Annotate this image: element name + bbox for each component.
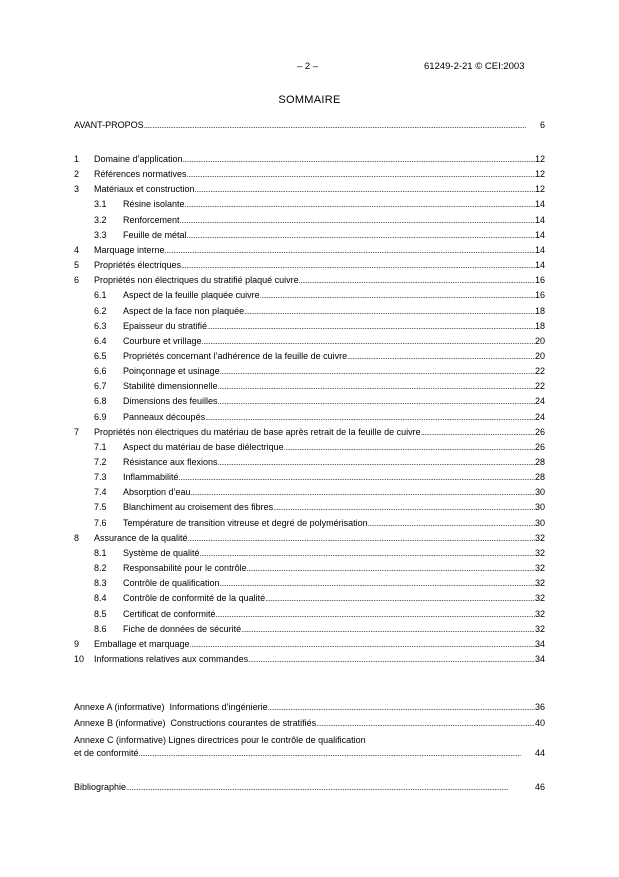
toc-page: 24 [534, 396, 545, 407]
leader-dots [265, 592, 535, 605]
toc-number: 8.1 [94, 547, 107, 558]
toc-label: Poinçonnage et usinage [123, 366, 220, 377]
toc-label: Certificat de conformité [123, 608, 216, 619]
toc-page: 20 [534, 351, 545, 361]
page-number: – 2 – [297, 61, 319, 72]
toc-entry[interactable] [94, 320, 545, 333]
toc-label: Stabilité dimensionnelle [123, 381, 218, 392]
toc-number: 3 [74, 184, 80, 195]
leader-dots [368, 517, 535, 530]
leader-dots [218, 395, 535, 408]
leader-dots [191, 486, 535, 499]
toc-number: 8.2 [94, 563, 107, 573]
toc-entry[interactable] [94, 335, 545, 348]
toc-label: Contrôle de qualification [123, 578, 220, 589]
toc-page: 12 [534, 154, 545, 164]
toc-number: 7.5 [94, 502, 107, 513]
toc-page: 40 [534, 718, 545, 728]
toc-entry[interactable] [94, 547, 545, 560]
toc-label: Inflammabilité [123, 472, 179, 483]
leader-dots [179, 471, 535, 484]
toc-entry[interactable] [94, 562, 545, 575]
toc-page: 28 [534, 472, 545, 483]
toc-label: Résistance aux flexions [123, 457, 218, 467]
toc-entry[interactable] [74, 653, 545, 666]
toc-entry[interactable] [94, 229, 545, 242]
toc-number: 8.4 [94, 593, 107, 604]
toc-entry[interactable] [74, 259, 545, 272]
toc-entry-annexe-b[interactable] [74, 717, 545, 730]
toc-label: Matériaux et construction [94, 184, 195, 195]
toc-number: 3.2 [94, 214, 107, 225]
toc-page: 16 [534, 290, 545, 301]
toc-label: Feuille de métal [123, 229, 187, 240]
toc-number: 6.3 [94, 320, 107, 331]
toc-page: 34 [534, 638, 545, 649]
toc-number: 7.2 [94, 457, 107, 467]
toc-page: 22 [534, 381, 545, 392]
toc-label: Propriétés non électriques du stratifié plaqué cuivre [94, 275, 299, 286]
toc-number: 6.4 [94, 335, 107, 346]
toc-page: 32 [534, 532, 545, 543]
toc-entry[interactable] [94, 592, 545, 605]
toc-page: 46 [534, 782, 545, 792]
toc-number: 7.1 [94, 441, 107, 452]
toc-number: 6.7 [94, 381, 107, 392]
toc-label: Responsabilité pour le contrôle [123, 563, 247, 573]
toc-entry-annexe-c-line1[interactable]: Annexe C (informative) Lignes directrices pour le contrôle de qualification [74, 735, 366, 745]
toc-entry[interactable] [94, 411, 545, 424]
toc-label: Propriétés électriques [94, 260, 182, 271]
toc-label: Système de qualité [123, 547, 200, 558]
toc-number: 6.5 [94, 351, 107, 361]
toc-number: 9 [74, 638, 80, 649]
toc-page: 32 [534, 608, 545, 619]
toc-number: 5 [74, 260, 80, 271]
toc-label: Absorption d’eau [123, 487, 191, 498]
toc-label: Dimensions des feuilles [123, 396, 218, 407]
toc-number: 7.6 [94, 517, 107, 528]
toc-label: Fiche de données de sécurité [123, 623, 242, 634]
toc-page: 26 [534, 441, 545, 452]
toc-entry[interactable] [94, 441, 545, 454]
toc-page: 12 [534, 169, 545, 180]
toc-number: 3.1 [94, 199, 107, 210]
toc-number: 8.5 [94, 608, 107, 619]
toc-entry[interactable] [94, 517, 545, 530]
leader-dots [273, 501, 535, 514]
toc-entry[interactable] [74, 153, 545, 166]
toc-label: Blanchiment au croisement des fibres [123, 502, 274, 513]
toc-number: 6.6 [94, 366, 107, 377]
leader-dots [200, 547, 535, 560]
toc-page: 14 [534, 229, 545, 240]
toc-entry[interactable] [94, 289, 545, 302]
toc-page: 12 [534, 184, 545, 195]
toc-entry-bibliographie[interactable] [74, 781, 545, 794]
toc-page: 30 [534, 517, 545, 528]
toc-number: 6 [74, 275, 80, 286]
toc-entry[interactable] [94, 471, 545, 484]
leader-dots [195, 183, 535, 196]
toc-number: 10 [74, 654, 85, 664]
toc-label: Assurance de la qualité [94, 532, 188, 543]
toc-entry[interactable] [94, 350, 545, 363]
toc-label: Annexe B (informative) Constructions courantes de stratifiés [74, 718, 317, 728]
toc-label: Aspect de la face non plaquée [123, 305, 245, 316]
leader-dots [181, 259, 535, 272]
toc-label: Courbure et vrillage [123, 335, 202, 346]
leader-dots [183, 153, 535, 166]
leader-dots [207, 320, 535, 333]
toc-entry[interactable] [94, 198, 545, 211]
toc-entry[interactable] [94, 486, 545, 499]
toc-number: 8 [74, 532, 80, 543]
leader-dots [299, 274, 535, 287]
toc-entry[interactable] [94, 456, 545, 469]
toc-page: 36 [534, 702, 545, 712]
toc-page: 32 [534, 623, 545, 634]
toc-entry[interactable] [94, 577, 545, 590]
toc-entry[interactable] [94, 380, 545, 393]
leader-dots [218, 456, 535, 469]
leader-dots [202, 335, 535, 348]
toc-number: 8.3 [94, 578, 107, 589]
toc-page: 30 [534, 487, 545, 498]
toc-page: 16 [534, 275, 545, 286]
toc-label: Renforcement [123, 214, 180, 225]
leader-dots [205, 411, 535, 424]
leader-dots [188, 532, 535, 545]
toc-page: 6 [539, 120, 545, 130]
leader-dots [139, 747, 535, 760]
leader-dots [218, 380, 535, 393]
toc-label: Informations relatives aux commandes [94, 654, 249, 664]
toc-entry[interactable] [94, 214, 545, 227]
leader-dots [347, 350, 535, 363]
leader-dots [126, 781, 535, 794]
toc-label: Propriétés non électriques du matériau de base après retrait de la feuille de cuivre [94, 426, 421, 437]
toc-entry[interactable] [94, 623, 545, 636]
toc-label: Contrôle de conformité de la qualité [123, 593, 266, 604]
toc-entry[interactable] [94, 365, 545, 378]
toc-page: 44 [534, 748, 545, 758]
toc-label: Marquage interne [94, 244, 165, 255]
leader-dots [244, 305, 535, 318]
toc-number: 7.3 [94, 472, 107, 483]
toc-label: et de conformité [74, 748, 139, 758]
leader-dots [165, 244, 535, 257]
toc-page: 32 [534, 593, 545, 604]
toc-label: Température de transition vitreuse et degré de polymérisation [123, 517, 368, 528]
leader-dots [241, 623, 535, 636]
toc-entry-annexe-c[interactable] [74, 747, 545, 760]
toc-label: Emballage et marquage [94, 638, 190, 649]
toc-number: 6.1 [94, 290, 107, 301]
toc-label: Annexe A (informative) Informations d’ingénierie [74, 702, 268, 712]
toc-entry[interactable] [94, 501, 545, 514]
toc-entry[interactable] [94, 395, 545, 408]
toc-page: 30 [534, 502, 545, 513]
toc-entry[interactable] [74, 168, 545, 181]
toc-label: AVANT-PROPOS [74, 120, 144, 130]
leader-dots [190, 638, 535, 651]
leader-dots [220, 365, 535, 378]
leader-dots [144, 119, 540, 132]
toc-number: 6.8 [94, 396, 107, 407]
leader-dots [247, 562, 535, 575]
leader-dots [187, 168, 535, 181]
toc-number: 2 [74, 169, 80, 180]
toc-label: Bibliographie [74, 782, 127, 792]
toc-label: Résine isolante [123, 199, 185, 210]
toc-page: 18 [534, 305, 545, 316]
toc-entry[interactable] [74, 638, 545, 651]
leader-dots [185, 198, 535, 211]
toc-page: 20 [534, 335, 545, 346]
toc-entry[interactable] [74, 532, 545, 545]
page-title: SOMMAIRE [278, 94, 341, 106]
leader-dots [187, 229, 535, 242]
toc-page: 28 [534, 457, 545, 467]
leader-dots [284, 441, 535, 454]
toc-page: 14 [534, 244, 545, 255]
leader-dots [316, 717, 535, 730]
toc-entry-annexe-a[interactable] [74, 701, 545, 714]
toc-entry[interactable] [74, 183, 545, 196]
toc-number: 8.6 [94, 623, 107, 634]
leader-dots [421, 426, 535, 439]
toc-page: 34 [534, 654, 545, 664]
toc-number: 6.9 [94, 411, 107, 422]
toc-page: 14 [534, 260, 545, 271]
toc-page: 24 [534, 411, 545, 422]
toc-page: 14 [534, 199, 545, 210]
toc-page: 26 [534, 426, 545, 437]
toc-entry-avant-propos[interactable] [74, 119, 545, 132]
toc-page: 32 [534, 563, 545, 573]
toc-page: 18 [534, 320, 545, 331]
toc-page: 22 [534, 366, 545, 377]
toc-entry[interactable] [94, 608, 545, 621]
toc-number: 4 [74, 244, 80, 255]
toc-label: Aspect du matériau de base diélectrique [123, 441, 284, 452]
toc-label: Références normatives [94, 169, 187, 180]
toc-label: Propriétés concernant l’adhérence de la feuille de cuivre [123, 351, 348, 361]
toc-entry[interactable] [74, 426, 545, 439]
leader-dots [260, 289, 535, 302]
toc-number: 1 [74, 154, 80, 164]
toc-entry[interactable] [74, 244, 545, 257]
toc-page: 14 [534, 214, 545, 225]
document-reference: 61249-2-21 © CEI:2003 [424, 61, 525, 72]
leader-dots [248, 653, 535, 666]
toc-number: 6.2 [94, 305, 107, 316]
toc-page: 32 [534, 578, 545, 589]
toc-label: Domaine d’application [94, 154, 183, 164]
toc-number: 7.4 [94, 487, 107, 498]
toc-number: 7 [74, 426, 80, 437]
toc-page: 32 [534, 547, 545, 558]
leader-dots [268, 701, 535, 714]
leader-dots [220, 577, 535, 590]
toc-label: Aspect de la feuille plaquée cuivre [123, 290, 260, 301]
leader-dots [216, 608, 535, 621]
leader-dots [180, 214, 535, 227]
toc-entry[interactable] [74, 274, 545, 287]
toc-label: Epaisseur du stratifié [123, 320, 208, 331]
toc-number: 3.3 [94, 229, 107, 240]
toc-label: Panneaux découpés [123, 411, 206, 422]
toc-entry[interactable] [94, 305, 545, 318]
